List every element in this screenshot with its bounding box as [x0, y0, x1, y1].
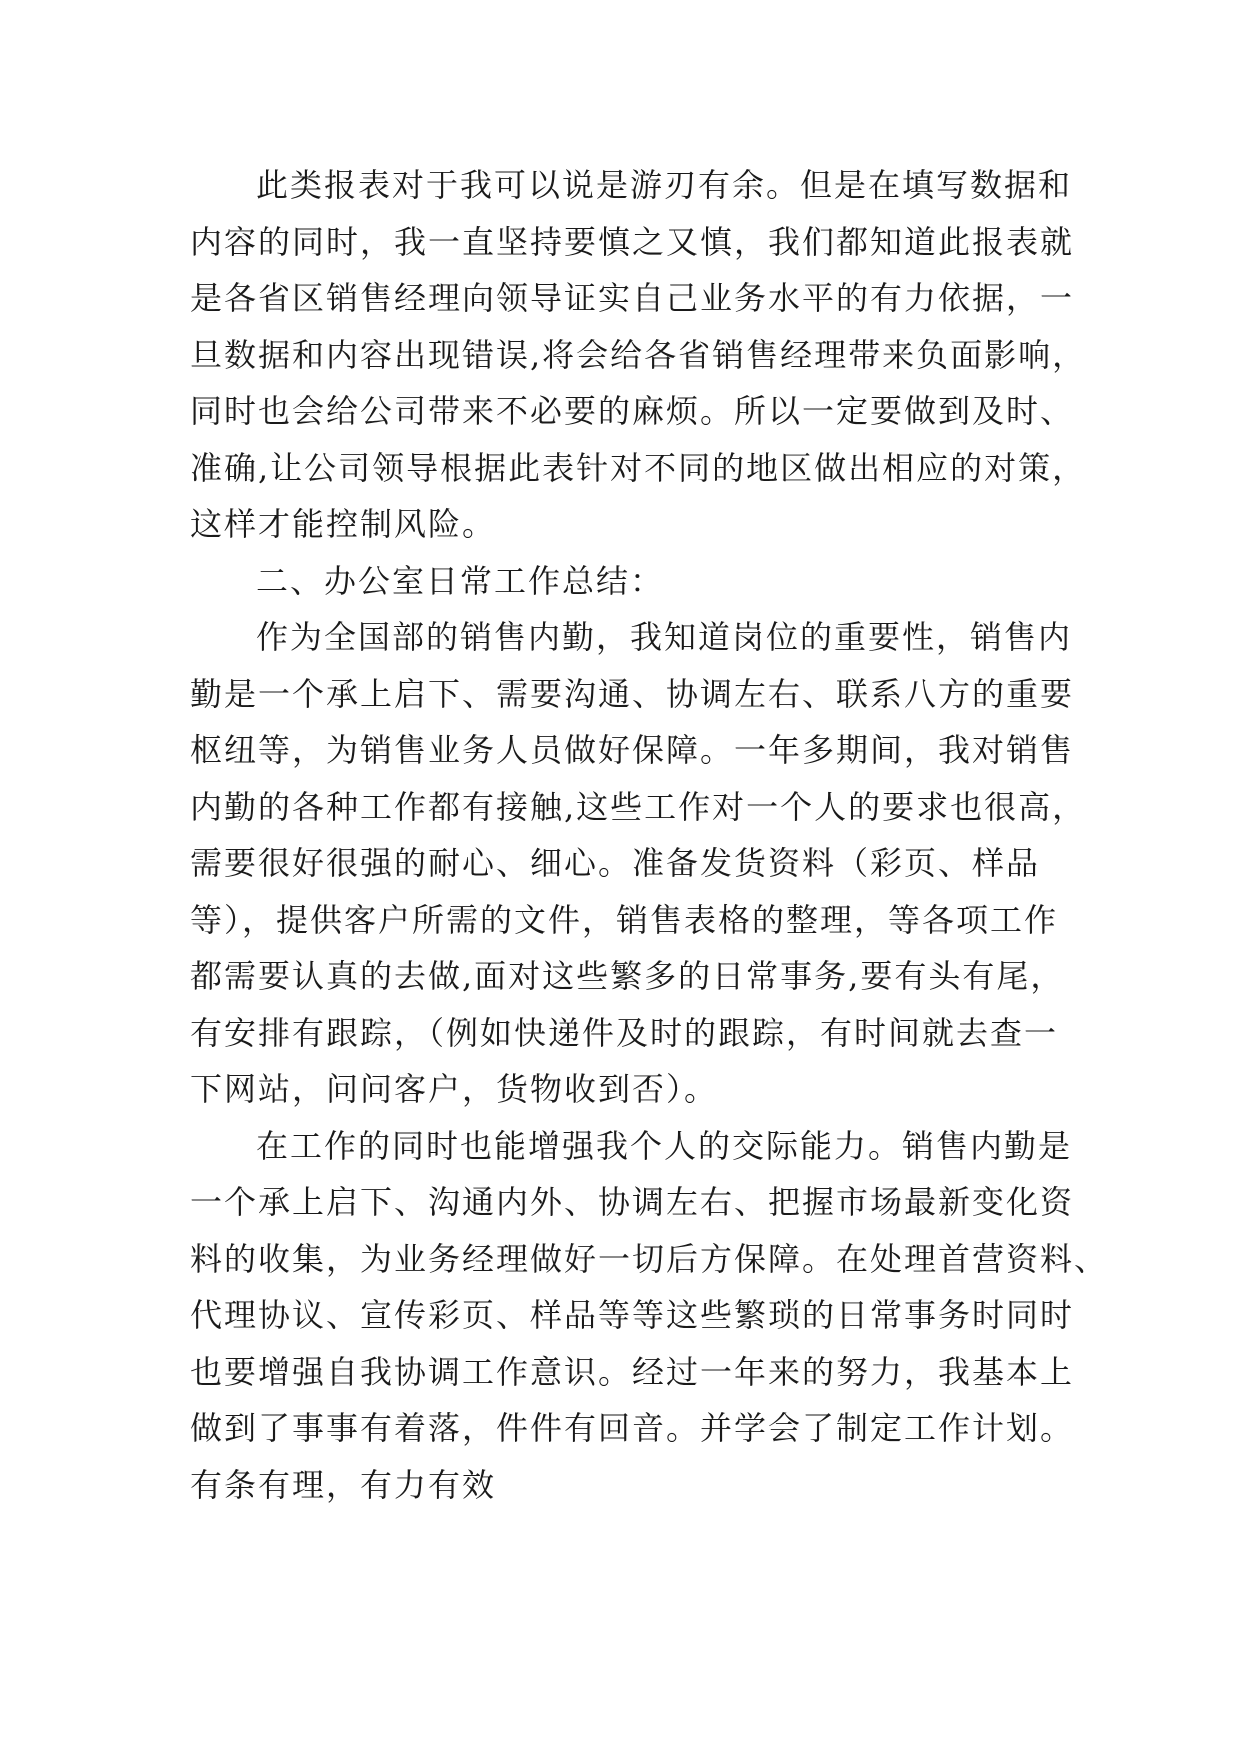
text-line: 准确,让公司领导根据此表针对不同的地区做出相应的对策，	[190, 448, 1087, 487]
text-line: 有安排有跟踪，（例如快递件及时的跟踪，有时间就去查一	[190, 1013, 1059, 1052]
text-line: 旦数据和内容出现错误,将会给各省销售经理带来负面影响，	[190, 335, 1087, 374]
text-line: 需要很好很强的耐心、细心。准备发货资料（彩页、样品	[190, 844, 1041, 882]
text-line: 做到了事事有着落，件件有回音。并学会了制定工作计划。	[190, 1409, 1075, 1447]
text-line: 这样才能控制风险。	[190, 505, 497, 543]
text-line: 枢纽等，为销售业务人员做好保障。一年多期间，我对销售	[190, 731, 1075, 769]
text-line: 代理协议、宣传彩页、样品等等这些繁琐的日常事务时同时	[190, 1296, 1075, 1334]
text-line: 内容的同时，我一直坚持要慎之又慎，我们都知道此报表就	[190, 222, 1075, 261]
text-line: 是各省区销售经理向领导证实自己业务水平的有力依据，一	[190, 279, 1075, 317]
text-line: 此类报表对于我可以说是游刃有余。但是在填写数据和	[256, 166, 1073, 204]
text-line: 等），提供客户所需的文件，销售表格的整理，等各项工作	[190, 900, 1059, 939]
text-line: 作为全国部的销售内勤，我知道岗位的重要性，销售内	[256, 618, 1073, 656]
text-line: 一个承上启下、沟通内外、协调左右、把握市场最新变化资	[190, 1183, 1075, 1221]
text-line: 都需要认真的去做,面对这些繁多的日常事务,要有头有尾，	[190, 957, 1065, 995]
text-line: 有条有理，有力有效	[190, 1465, 497, 1504]
body-text	[190, 157, 1109, 1513]
text-line: 同时也会给公司带来不必要的麻烦。所以一定要做到及时、	[190, 392, 1075, 430]
text-line: 下网站，问问客户，货物收到否）。	[190, 1070, 719, 1108]
text-line: 也要增强自我协调工作意识。经过一年来的努力，我基本上	[190, 1352, 1075, 1391]
text-line: 勤是一个承上启下、需要沟通、协调左右、联系八方的重要	[190, 674, 1075, 713]
text-line: 内勤的各种工作都有接触,这些工作对一个人的要求也很高，	[190, 787, 1087, 826]
text-line: 料的收集，为业务经理做好一切后方保障。在处理首营资料、	[190, 1239, 1109, 1278]
section-heading: 二、办公室日常工作总结：	[256, 561, 665, 600]
text-line: 在工作的同时也能增强我个人的交际能力。销售内勤是	[256, 1126, 1073, 1165]
